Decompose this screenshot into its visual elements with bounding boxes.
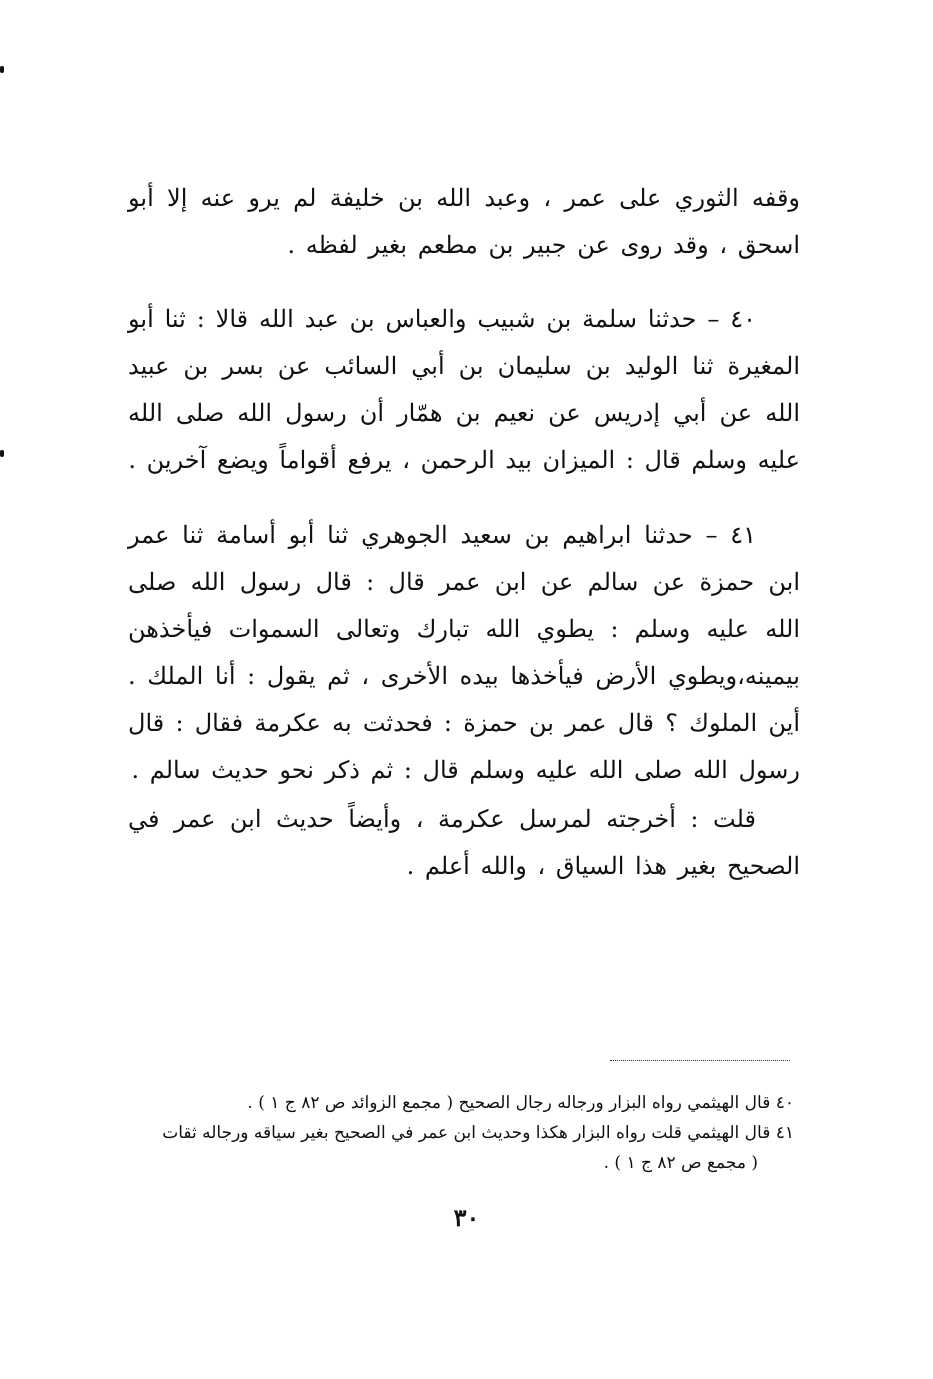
hadith-40-text: ٤٠ – حدثنا سلمة بن شبيب والعباس بن عبد الله قالا : ثنا أبو المغيرة ثنا الوليد بن سليمان بن أبي السائب عن بسر بن عبيد الله عن أبي إدريس عن نعيم بن همّار أن رسول الله صلى الله عليه وسلم قال : الميزان بيد الرحمن ، يرفع أقواماً ويضع آخرين . [128, 305, 800, 474]
scan-margin-mark-middle [0, 450, 4, 457]
footnote-separator [610, 1060, 790, 1061]
paragraph-1-block [128, 175, 800, 269]
footnote-41-continuation: ( مجمع ص ٨٢ ج ١ ) . [603, 1153, 758, 1173]
comment-block [128, 796, 800, 890]
scan-margin-mark-top [0, 66, 4, 73]
hadith-41-block [128, 512, 800, 794]
footnotes-section [128, 1088, 794, 1178]
author-comment-text: قلت : أخرجته لمرسل عكرمة ، وأيضاً حديث ابن عمر في الصحيح بغير هذا السياق ، والله أعلم . [128, 805, 800, 880]
footnote-41: ٤١ قال الهيثمي قلت رواه البزار هكذا وحديث ابن عمر في الصحيح بغير سياقه ورجاله ثقات [162, 1123, 794, 1143]
paragraph-continuation: وقفه الثوري على عمر ، وعبد الله بن خليفة لم يرو عنه إلا أبو اسحق ، وقد روى عن جبير بن مطعم بغير لفظه . [128, 184, 800, 259]
hadith-41-text: ٤١ – حدثنا ابراهيم بن سعيد الجوهري ثنا أبو أسامة ثنا عمر ابن حمزة عن سالم عن ابن عمر قال : قال رسول الله صلى الله عليه وسلم : يطوي الله تبارك وتعالى السموات فيأخذهن بيمينه،ويطوي الأرض فيأخذها بيده الأخرى ، ثم يقول : أنا الملك . أين الملوك ؟ قال عمر بن حمزة : فحدثت به عكرمة فقال : قال رسول الله صلى الله عليه وسلم قال : ثم ذكر نحو حديث سالم . [128, 521, 800, 784]
hadith-40-block [128, 296, 800, 484]
page-number: ٣٠ [453, 1203, 480, 1232]
footnote-40: ٤٠ قال الهيثمي رواه البزار ورجاله رجال الصحيح ( مجمع الزوائد ص ٨٢ ج ١ ) . [247, 1093, 794, 1113]
